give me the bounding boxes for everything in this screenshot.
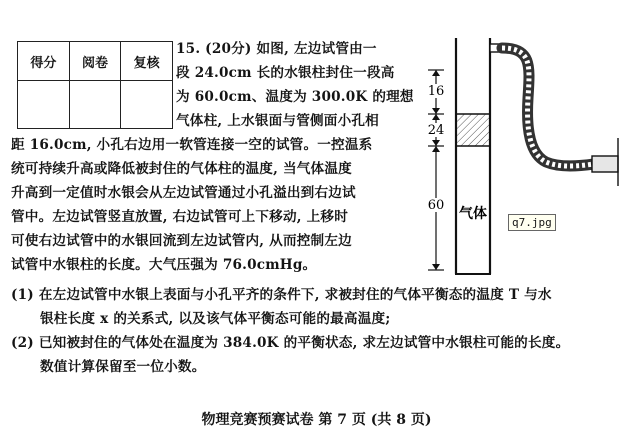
problem-line-4: 气体柱, 上水银面与管侧面小孔相 [176,113,379,129]
question-2-line-2: 数值计算保留至一位小数。 [40,359,206,375]
problem-line-6: 统可持续升高或降低被封住的气体柱的温度, 当气体温度 [11,161,352,177]
dim-label-16: 16 [427,84,445,99]
page-footer: 物理竞赛预赛试卷 第 7 页 (共 8 页) [201,412,432,428]
score-cell-blank [121,81,173,129]
score-header-yuejuan: 阅卷 [69,42,121,81]
right-test-tube-mouth [592,156,618,172]
arrow-up-icon [432,70,440,76]
soft-tube [502,48,594,166]
problem-line-9: 可使右边试管中的水银回流到左边试管内, 从而控制左边 [11,233,352,249]
score-table-header-row [18,42,173,81]
score-cell-blank [69,81,121,129]
score-header-fuhe: 复核 [121,42,173,81]
soft-tube-ridges [502,48,594,166]
arrow-down-icon [432,140,440,146]
question-2-line-1: (2) 已知被封住的气体处在温度为 384.0K 的平衡状态, 求左边试管中水银柱可能的长度。 [11,335,570,351]
image-filename-badge: q7.jpg [508,214,556,231]
problem-line-5: 距 16.0cm, 小孔右边用一软管连接一空的试管。一控温系 [11,137,373,153]
problem-line-10: 试管中水银柱的长度。大气压强为 76.0cmHg。 [11,257,317,273]
arrow-up-icon [432,146,440,152]
arrow-down-icon [432,108,440,114]
problem-line-1: 15. (20分) 如图, 左边试管由一 [176,41,377,57]
apparatus-diagram [420,38,630,278]
question-1-line-1: (1) 在左边试管中水银上表面与小孔平齐的条件下, 求被封住的气体平衡态的温度 T 与水 [11,287,552,303]
score-table [17,41,173,129]
mercury-column [457,114,489,146]
problem-line-3: 为 60.0cm、温度为 300.0K 的理想 [176,89,414,105]
score-cell-blank [18,81,70,129]
problem-line-2: 段 24.0cm 长的水银柱封住一段高 [176,65,395,81]
arrow-down-icon [432,264,440,270]
score-header-defen: 得分 [18,42,70,81]
gas-label: 气体 [459,206,487,222]
problem-line-7: 升高到一定值时水银会从左边试管通过小孔溢出到右边试 [11,185,356,201]
arrow-up-icon [432,114,440,120]
problem-line-8: 管中。左边试管竖直放置, 右边试管可上下移动, 上移时 [11,209,348,225]
dim-label-60: 60 [427,198,445,213]
score-table-blank-row [18,81,173,129]
question-1-line-2: 银柱长度 x 的关系式, 以及该气体平衡态可能的最高温度; [40,311,391,327]
dim-label-24: 24 [427,123,445,138]
